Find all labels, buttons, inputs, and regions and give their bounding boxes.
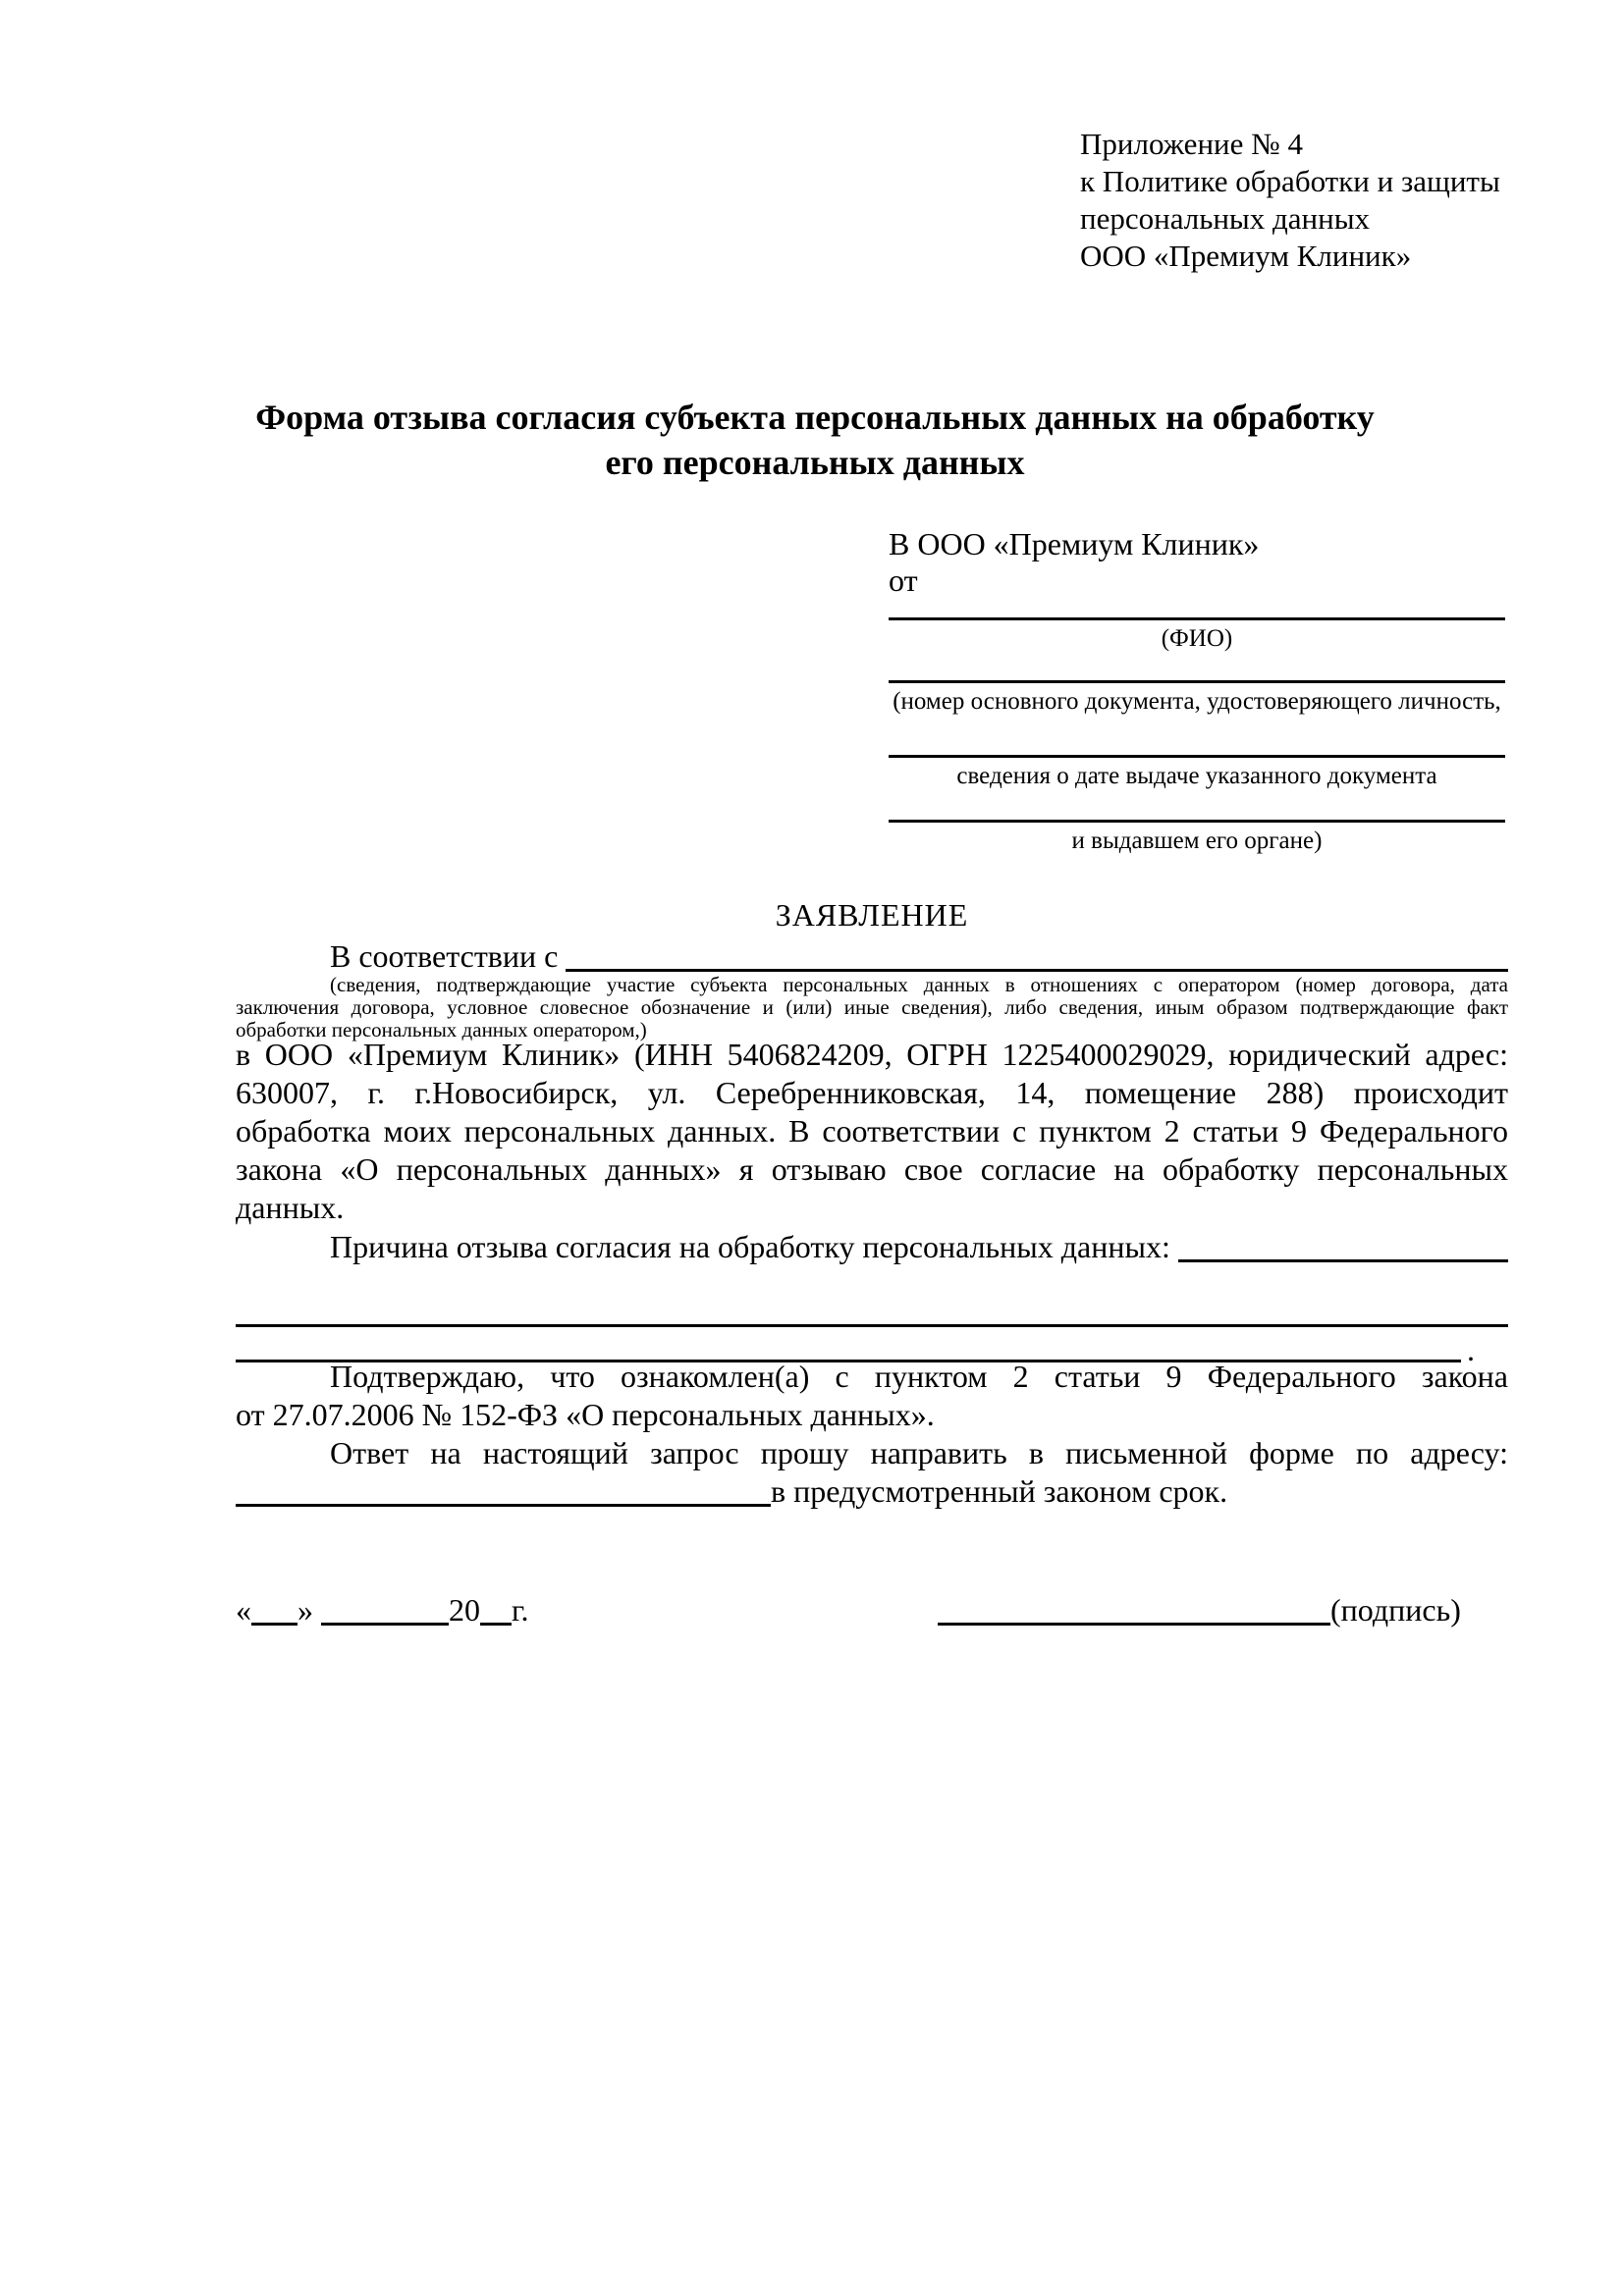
intro-prefix: В соответствии с: [330, 938, 559, 974]
page-title-line: Форма отзыва согласия субъекта персональных данных на обработку: [255, 398, 1375, 437]
date-year-prefix: 20: [449, 1592, 480, 1628]
fio-blank-line: [889, 617, 1505, 620]
trailing-period: .: [1467, 1332, 1475, 1367]
note-paragraph: [236, 974, 1508, 1041]
reply-suffix: в предусмотренный законом срок.: [771, 1473, 1228, 1509]
issue-date-caption: сведения о дате выдаче указанного документа: [956, 763, 1437, 789]
date-day-blank: [251, 1591, 298, 1626]
reason-blank: [1178, 1228, 1508, 1262]
reply-address-blank: [236, 1472, 771, 1507]
issuing-authority-caption: и выдавшем его органе): [1071, 828, 1323, 854]
header-note-line: ООО «Премиум Клиник»: [1080, 239, 1412, 273]
body-line: 630007, г. г.Новосибирск, ул. Серебренниковская, 14, помещение 288) происходит: [236, 1075, 1508, 1110]
intro-line: [236, 937, 1508, 976]
reply-paragraph: [236, 1434, 1508, 1472]
note-line: заключения договора, условное словесное обозначение и (или) иные сведения), либо сведения, иным образом подтверждающие факт: [236, 995, 1508, 1019]
confirm-line: Подтверждаю, что ознакомлен(а) с пунктом 2 статьи 9 Федерального закона: [330, 1359, 1508, 1394]
date-line: [236, 1591, 923, 1629]
body-line: обработка моих персональных данных. В соответствии с пунктом 2 статьи 9 Федерального: [236, 1113, 1508, 1148]
signature-line: [938, 1591, 1508, 1629]
date-month-blank: [321, 1591, 449, 1626]
confirm-paragraph: [236, 1358, 1508, 1434]
reply-line: Ответ на настоящий запрос прошу направить в письменной форме по адресу:: [330, 1435, 1508, 1470]
reason-label: Причина отзыва согласия на обработку персональных данных:: [330, 1229, 1170, 1264]
date-open-quote: «: [236, 1592, 251, 1628]
issuing-authority-blank-line: [889, 820, 1505, 823]
page-title: [236, 395, 1394, 485]
date-year-blank: [480, 1591, 512, 1626]
date-year-suffix: г.: [512, 1592, 529, 1628]
body-paragraph: [236, 1036, 1508, 1227]
reply-address-line: [236, 1472, 1508, 1511]
header-note-line: персональных данных: [1080, 201, 1371, 236]
reason-blank-line-1: [236, 1324, 1508, 1327]
addressee-to: В ООО «Премиум Клиник»: [889, 526, 1260, 561]
confirm-line: от 27.07.2006 № 152-ФЗ «О персональных данных».: [236, 1397, 935, 1432]
signature-blank: [938, 1591, 1330, 1626]
note-line: обработки персональных данных оператором,): [236, 1018, 647, 1041]
note-line: (сведения, подтверждающие участие субъекта персональных данных в отношениях с оператором (номер договора, дата: [330, 973, 1508, 996]
body-line: закона «О персональных данных» я отзываю свое согласие на обработку персональных: [236, 1151, 1508, 1187]
page-title-line: его персональных данных: [605, 443, 1025, 482]
addressee-from-label: от: [889, 562, 918, 598]
intro-blank: [566, 937, 1508, 972]
reason-line: [236, 1228, 1508, 1266]
statement-heading: ЗАЯВЛЕНИЕ: [775, 897, 969, 933]
body-line: в ООО «Премиум Клиник» (ИНН 5406824209, ОГРН 1225400029029, юридический адрес:: [236, 1037, 1508, 1072]
body-line: данных.: [236, 1190, 345, 1225]
header-note-line: Приложение № 4: [1080, 127, 1303, 161]
document-number-caption: (номер основного документа, удостоверяющего личность,: [893, 688, 1501, 715]
header-note: [1080, 126, 1532, 275]
header-note-line: к Политике обработки и защиты: [1080, 164, 1500, 198]
date-close-quote: »: [298, 1592, 313, 1628]
document-number-blank-line: [889, 680, 1505, 683]
fio-caption: (ФИО): [1161, 625, 1233, 652]
issue-date-blank-line: [889, 755, 1505, 758]
signature-caption: (подпись): [1330, 1592, 1461, 1628]
